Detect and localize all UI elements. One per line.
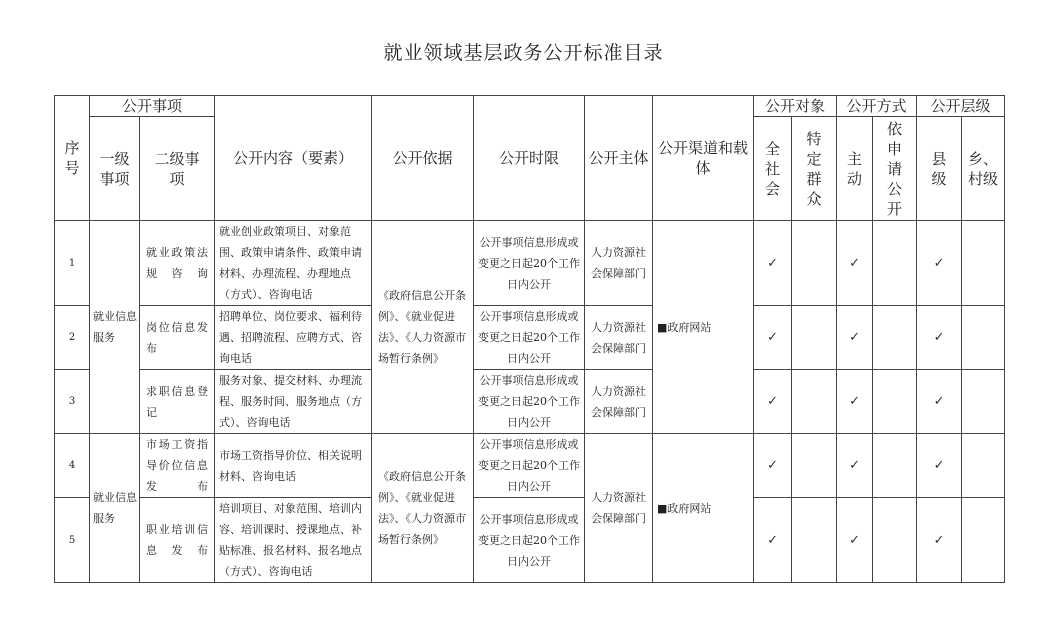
header-content: 公开内容（要素） [215,96,372,221]
cell-specific [792,306,837,370]
row-timelimit: 公开事项信息形成或变更之日起20个工作日内公开 [474,434,585,498]
cell-specific [792,434,837,498]
row-subject: 人力资源社会保障部门 [585,434,653,583]
row-timelimit: 公开事项信息形成或变更之日起20个工作日内公开 [474,221,585,306]
header-level2: 二级事项 [140,117,215,221]
check-icon: ✓ [754,306,792,370]
row-seq: 3 [55,370,90,434]
row-timelimit: 公开事项信息形成或变更之日起20个工作日内公开 [474,370,585,434]
row-subject: 人力资源社会保障部门 [585,221,653,306]
header-method-apply: 依申请公开 [873,117,917,221]
header-level: 公开层级 [917,96,1005,117]
header-level-town: 乡、村级 [962,117,1005,221]
catalog-table [54,95,1005,583]
row-level2: 求职信息登记 [140,370,215,434]
cell-specific [792,498,837,583]
check-icon: ✓ [754,498,792,583]
row-content: 招聘单位、岗位要求、福利待遇、招聘流程、应聘方式、咨询电话 [215,306,372,370]
check-icon: ✓ [754,434,792,498]
row-timelimit: 公开事项信息形成或变更之日起20个工作日内公开 [474,498,585,583]
check-icon: ✓ [754,221,792,306]
cell-town [962,306,1005,370]
row-content: 就业创业政策项目、对象范围、政策申请条件、政策申请材料、办理流程、办理地点（方式）、咨询电话 [215,221,372,306]
row-basis: 《政府信息公开条例》、《就业促进法》、《人力资源市场暂行条例》 [372,434,474,583]
row-level2: 市场工资指导价位信息发布 [140,434,215,498]
header-method-active: 主动 [837,117,873,221]
check-icon: ✓ [917,370,962,434]
row-subject: 人力资源社会保障部门 [585,306,653,370]
cell-apply [873,434,917,498]
row-seq: 1 [55,221,90,306]
cell-town [962,434,1005,498]
row-content: 培训项目、对象范围、培训内容、培训课时、授课地点、补贴标准、报名材料、报名地点（方式）、咨询电话 [215,498,372,583]
table-row [55,370,1005,434]
table-row [55,306,1005,370]
cell-apply [873,306,917,370]
header-method: 公开方式 [837,96,917,117]
check-icon: ✓ [917,221,962,306]
check-icon: ✓ [837,306,873,370]
check-icon: ✓ [917,306,962,370]
row-timelimit: 公开事项信息形成或变更之日起20个工作日内公开 [474,306,585,370]
check-icon: ✓ [754,370,792,434]
header-matter: 公开事项 [90,96,215,117]
header-target-all: 全社会 [754,117,792,221]
header-channel: 公开渠道和载体 [653,96,754,221]
header-timelimit: 公开时限 [474,96,585,221]
check-icon: ✓ [917,498,962,583]
row-level2: 岗位信息发布 [140,306,215,370]
table-row [55,498,1005,583]
header-target-specific: 特定群众 [792,117,837,221]
row-content: 市场工资指导价位、相关说明材料、咨询电话 [215,434,372,498]
row-level2: 职业培训信息发布 [140,498,215,583]
header-target: 公开对象 [754,96,837,117]
row-subject: 人力资源社会保障部门 [585,370,653,434]
cell-specific [792,221,837,306]
header-subject: 公开主体 [585,96,653,221]
header-level1: 一级事项 [90,117,140,221]
check-icon: ✓ [837,498,873,583]
table-row [55,221,1005,306]
cell-town [962,370,1005,434]
row-seq: 2 [55,306,90,370]
row-seq: 4 [55,434,90,498]
cell-apply [873,498,917,583]
row-seq: 5 [55,498,90,583]
cell-apply [873,221,917,306]
check-icon: ✓ [837,370,873,434]
cell-apply [873,370,917,434]
header-basis: 公开依据 [372,96,474,221]
row-channel: ■政府网站 [653,434,754,583]
header-seq: 序号 [55,96,90,221]
page-title: 就业领域基层政务公开标准目录 [383,42,664,64]
row-content: 服务对象、提交材料、办理流程、服务时间、服务地点（方式）、咨询电话 [215,370,372,434]
check-icon: ✓ [837,434,873,498]
table-row [55,434,1005,498]
row-channel: ■政府网站 [653,221,754,434]
header-level-county: 县级 [917,117,962,221]
row-level1: 就业信息服务 [90,434,140,583]
cell-town [962,498,1005,583]
row-level1: 就业信息服务 [90,221,140,434]
check-icon: ✓ [837,221,873,306]
row-basis: 《政府信息公开条例》、《就业促进法》、《人力资源市场暂行条例》 [372,221,474,434]
row-level2: 就业政策法规咨询 [140,221,215,306]
check-icon: ✓ [917,434,962,498]
cell-town [962,221,1005,306]
cell-specific [792,370,837,434]
